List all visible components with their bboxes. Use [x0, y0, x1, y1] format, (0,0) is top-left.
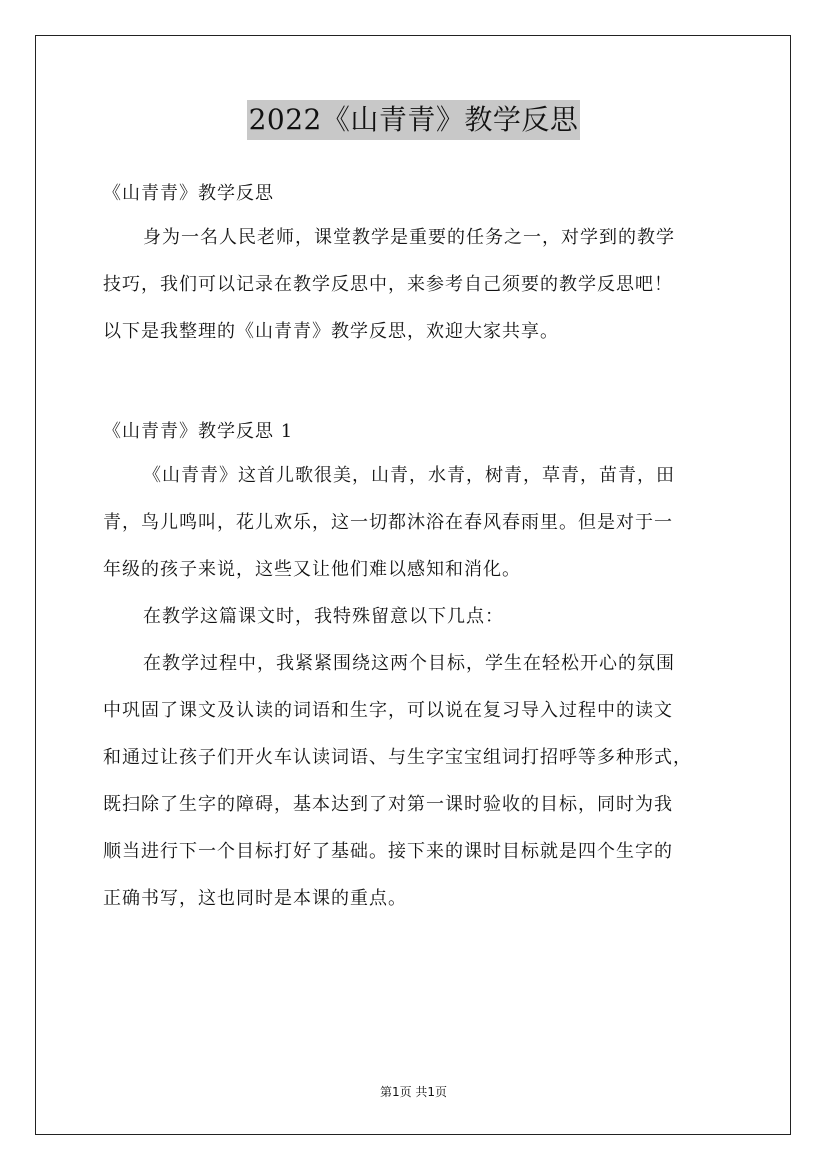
intro-paragraph — [103, 220, 743, 350]
paragraph-line: 青，鸟儿鸣叫，花儿欢乐，这一切都沐浴在春风春雨里。但是对于一 — [103, 512, 673, 533]
paragraph-line: 在教学这篇课文时，我特殊留意以下几点： — [143, 606, 504, 627]
paragraph-line: 既扫除了生字的障碍，基本达到了对第一课时验收的目标，同时为我 — [103, 794, 673, 815]
document-body — [103, 176, 743, 917]
paragraph-line: 《山青青》这首儿歌很美，山青，水青，树青，草青，苗青，田 — [143, 465, 675, 486]
section1-paragraph-3 — [103, 646, 743, 917]
intro-heading: 《山青青》教学反思 — [103, 183, 274, 204]
page-footer — [0, 1082, 827, 1102]
paragraph-line: 顺当进行下一个目标打好了基础。接下来的课时目标就是四个生字的 — [103, 841, 673, 862]
document-title: 2022《山青青》教学反思 — [247, 100, 581, 140]
section1-paragraph-2 — [103, 599, 743, 635]
intro-line: 以下是我整理的《山青青》教学反思，欢迎大家共享。 — [103, 321, 559, 342]
intro-line: 身为一名人民老师，课堂教学是重要的任务之一，对学到的教学 — [143, 227, 675, 248]
paragraph-line: 中巩固了课文及认读的词语和生字，可以说在复习导入过程中的读文 — [103, 700, 673, 721]
paragraph-line: 在教学过程中，我紧紧围绕这两个目标，学生在轻松开心的氛围 — [143, 653, 675, 674]
section1-paragraph-1 — [103, 458, 743, 588]
title-container — [0, 100, 827, 140]
paragraph-line: 年级的孩子来说，这些又让他们难以感知和消化。 — [103, 559, 521, 580]
intro-line: 技巧，我们可以记录在教学反思中，来参考自己须要的教学反思吧！ — [103, 274, 673, 295]
page-number: 第1页 共1页 — [379, 1085, 448, 1099]
paragraph-line: 和通过让孩子们开火车认读词语、与生字宝宝组词打招呼等多种形式， — [103, 747, 692, 768]
section1-heading: 《山青青》教学反思 1 — [103, 421, 294, 442]
paragraph-line: 正确书写，这也同时是本课的重点。 — [103, 888, 407, 909]
